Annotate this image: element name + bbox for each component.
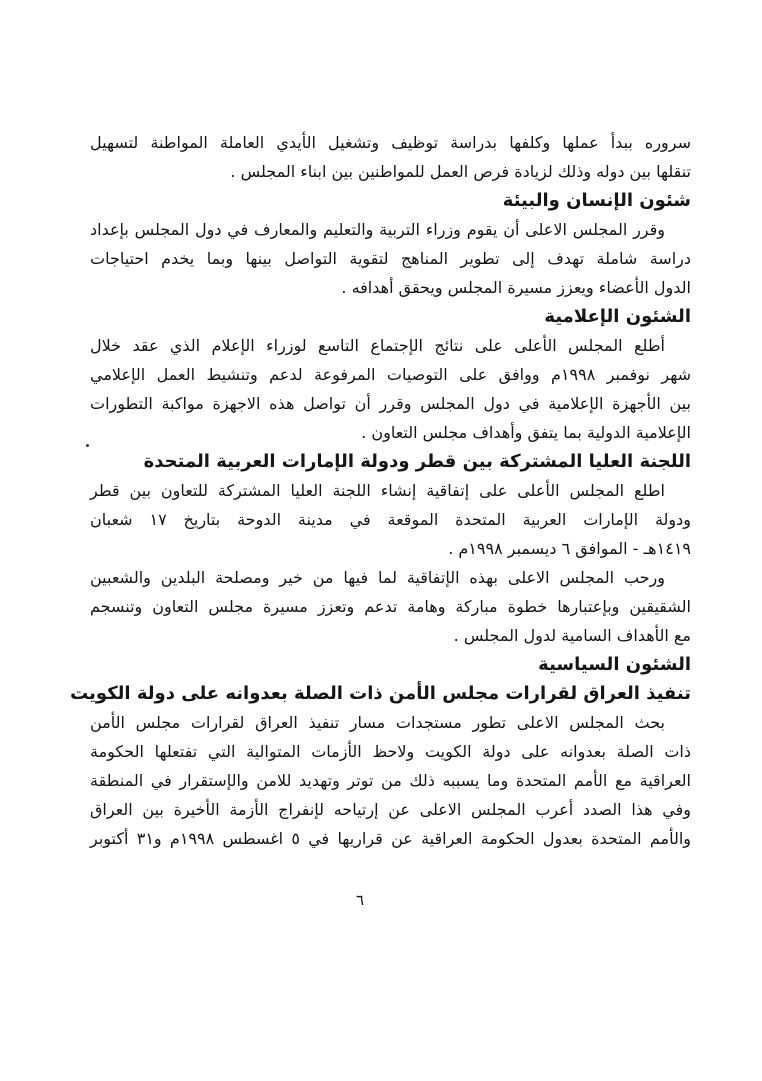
paragraph-line: وفي هذا الصدد أعرب المجلس الاعلى عن إرتياحه لإنفراج الأزمة الأخيرة بين العراق — [90, 800, 691, 819]
paragraph-line: ذات الصلة بعدوانه على دولة الكويت ولاحظ الأزمات المتوالية التي تفتعلها الحكومة — [90, 742, 691, 761]
document-body — [70, 128, 692, 853]
paragraph-line: اطلع المجلس الأعلى على إتفاقية إنشاء اللجنة العليا المشتركة للتعاون بين قطر — [90, 481, 665, 500]
paragraph-line: ودولة الإمارات العربية المتحدة الموقعة في مدينة الدوحة بتاريخ ١٧ شعبان — [90, 510, 691, 529]
paragraph-line: وقرر المجلس الاعلى أن يقوم وزراء التربية والتعليم والمعارف في دول المجلس بإعداد — [90, 220, 665, 239]
paragraph-line: مع الأهداف السامية لدول المجلس . — [453, 626, 691, 645]
section-subheading: تنفيذ العراق لقرارات مجلس الأمن ذات الصلة بعدوانه على دولة الكويت — [70, 683, 691, 704]
section-heading: شئون الإنسان والبيئة — [502, 190, 691, 211]
paragraph-line: الشقيقين وبإعتبارها خطوة مباركة وهامة تدعم وتعزز مسيرة مجلس التعاون وتنسجم — [90, 597, 691, 616]
paragraph-line: الدول الأعضاء ويعزز مسيرة المجلس ويحقق أهدافه . — [341, 278, 691, 297]
section-heading: الشئون الإعلامية — [544, 306, 691, 327]
paragraph-line: ورحب المجلس الاعلى بهذه الإتفاقية لما فيها من خير ومصلحة البلدين والشعبين — [90, 568, 665, 587]
paragraph-line: سروره ببدأ عملها وكلفها بدراسة توظيف وتشغيل الأيدي العاملة المواطنة لتسهيل — [90, 133, 691, 152]
scan-artifact-dot — [86, 444, 89, 447]
paragraph-line: الإعلامية الدولية بما يتفق وأهداف مجلس التعاون . — [361, 423, 691, 442]
paragraph-line: تنقلها بين دوله وذلك لزيادة فرص العمل للمواطنين بين ابناء المجلس . — [230, 162, 691, 181]
paragraph-line: شهر نوفمبر ١٩٩٨م ووافق على التوصيات المرفوعة لدعم وتنشيط العمل الإعلامي — [90, 365, 692, 384]
section-heading: الشئون السياسية — [538, 654, 691, 675]
paragraph-line: بحث المجلس الاعلى تطور مستجدات مسار تنفيذ العراق لقرارات مجلس الأمن — [90, 713, 665, 732]
paragraph-line: العراقية مع الأمم المتحدة وما يسببه ذلك من توتر وتهديد للامن والإستقرار في المنطقة — [90, 771, 691, 790]
paragraph-line: أطلع المجلس الأعلى على نتائج الإجتماع التاسع لوزراء الإعلام الذي عقد خلال — [90, 336, 665, 355]
paragraph-line: ١٤١٩هـ - الموافق ٦ ديسمبر ١٩٩٨م . — [448, 539, 691, 558]
page-number: ٦ — [355, 891, 365, 909]
paragraph-line: بين الأجهزة الإعلامية في دول المجلس وقرر أن تواصل هذه الاجهزة مواكبة التطورات — [90, 394, 691, 413]
section-heading: اللجنة العليا المشتركة بين قطر ودولة الإمارات العربية المتحدة — [143, 451, 691, 472]
paragraph-line: والأمم المتحدة بعدول الحكومة العراقية عن قراريها في ٥ اغسطس ١٩٩٨م و٣١ أكتوبر — [90, 829, 692, 848]
paragraph-line: دراسة شاملة تهدف إلى تطوير المناهج لتقوية التواصل بينها وبما يخدم احتياجات — [90, 249, 691, 268]
